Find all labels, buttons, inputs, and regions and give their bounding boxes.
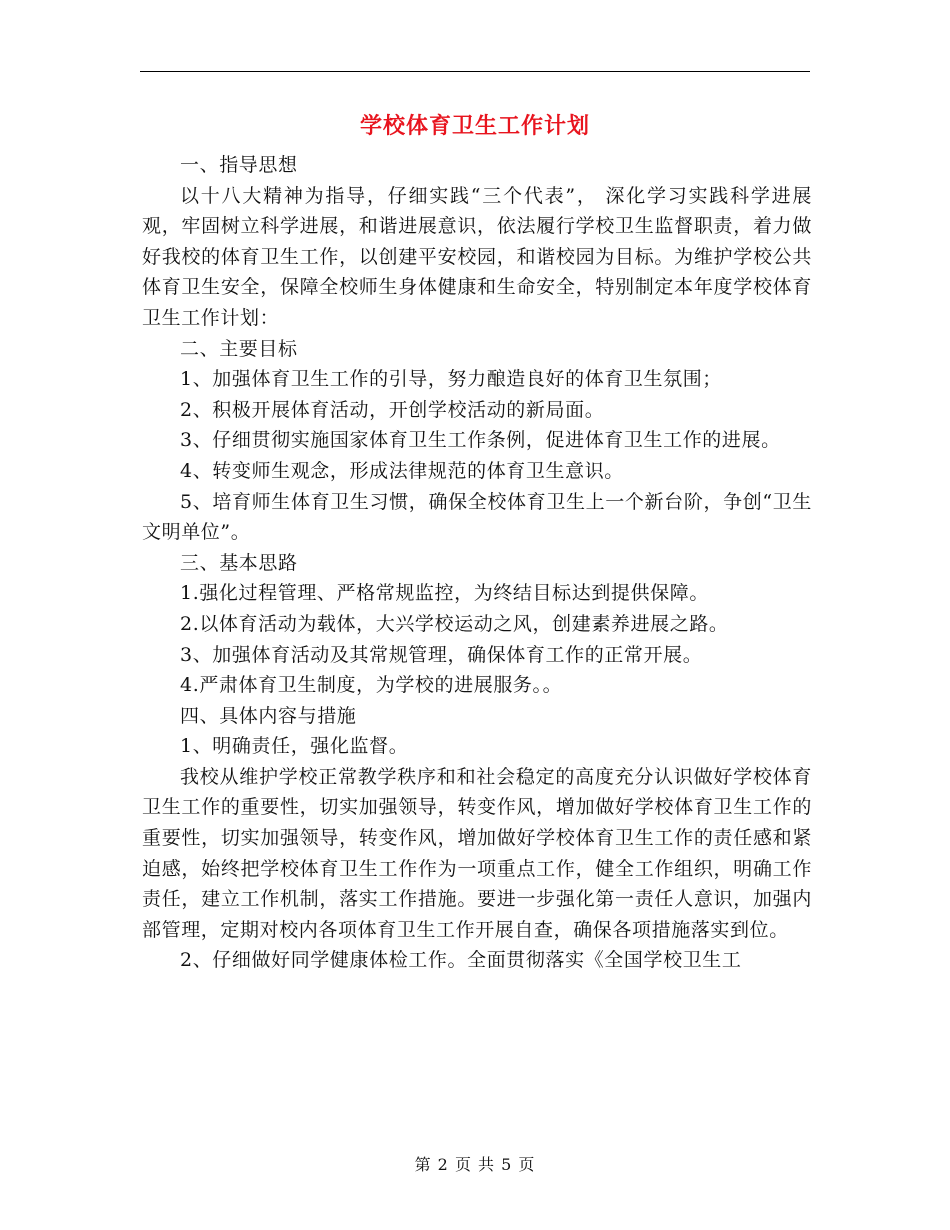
goal-item-1: 1、加强体育卫生工作的引导，努力酿造良好的体育卫生氛围； [180,368,722,391]
goal-item-5: 5、培育师生体育卫生习惯，确保全校体育卫生上一个新台阶，争创“卫生文明单位”。 [142,490,812,544]
approach-item-3: 3、加强体育活动及其常规管理，确保体育工作的正常开展。 [180,643,703,666]
document-title: 学校体育卫生工作计划 [359,113,590,139]
measure-item-1: 1、明确责任，强化监督。 [180,735,409,758]
goal-item-3: 3、仔细贯彻实施国家体育卫生工作条例，促进体育卫生工作的进展。 [180,429,781,452]
goal-item-2: 2、积极开展体育活动，开创学校活动的新局面。 [180,398,605,421]
heading-main-goals: 二、主要目标 [180,337,298,360]
approach-item-2: 2.以体育活动为载体，大兴学校运动之风，创建素养进展之路。 [180,612,729,635]
goal-item-4: 4、转变师生观念，形成法律规范的体育卫生意识。 [180,459,624,482]
heading-basic-approach: 三、基本思路 [180,551,298,574]
document-body [142,150,812,976]
approach-item-1: 1.强化过程管理、严格常规监控，为终结目标达到提供保障。 [180,582,709,605]
header-rule [140,71,810,72]
paragraph-measure-1: 我校从维护学校正常教学秩序和和社会稳定的高度充分认识做好学校体育卫生工作的重要性，切实加强领导，转变作风，增加做好学校体育卫生工作的重要性，切实加强领导，转变作风，增加做好学校体育卫生工作的责任感和紧迫感，始终把学校体育卫生工作作为一项重点工作，健全工作组织，明确工作责任，建立工作机制，落实工作措施。要进一步强化第一责任人意识，加强内部管理，定期对校内各项体育卫生工作开展自查，确保各项措施落实到位。 [142,765,812,941]
heading-content-measures: 四、具体内容与措施 [180,704,357,727]
page-footer: 第 2 页 共 5 页 [414,1155,536,1174]
paragraph-guiding-thought: 以十八大精神为指导，仔细实践“三个代表”， 深化学习实践科学进展观，牢固树立科学进展，和谐进展意识，依法履行学校卫生监督职责，着力做好我校的体育卫生工作，以创建平安校园，和谐校园为目标。为维护学校公共体育卫生安全，保障全校师生身体健康和生命安全，特别制定本年度学校体育卫生工作计划： [142,184,812,329]
measure-item-2: 2、仔细做好同学健康体检工作。全面贯彻落实《全国学校卫生工 [180,949,742,972]
approach-item-4: 4.严肃体育卫生制度，为学校的进展服务。。 [180,674,563,697]
heading-guiding-thought: 一、指导思想 [180,154,298,176]
